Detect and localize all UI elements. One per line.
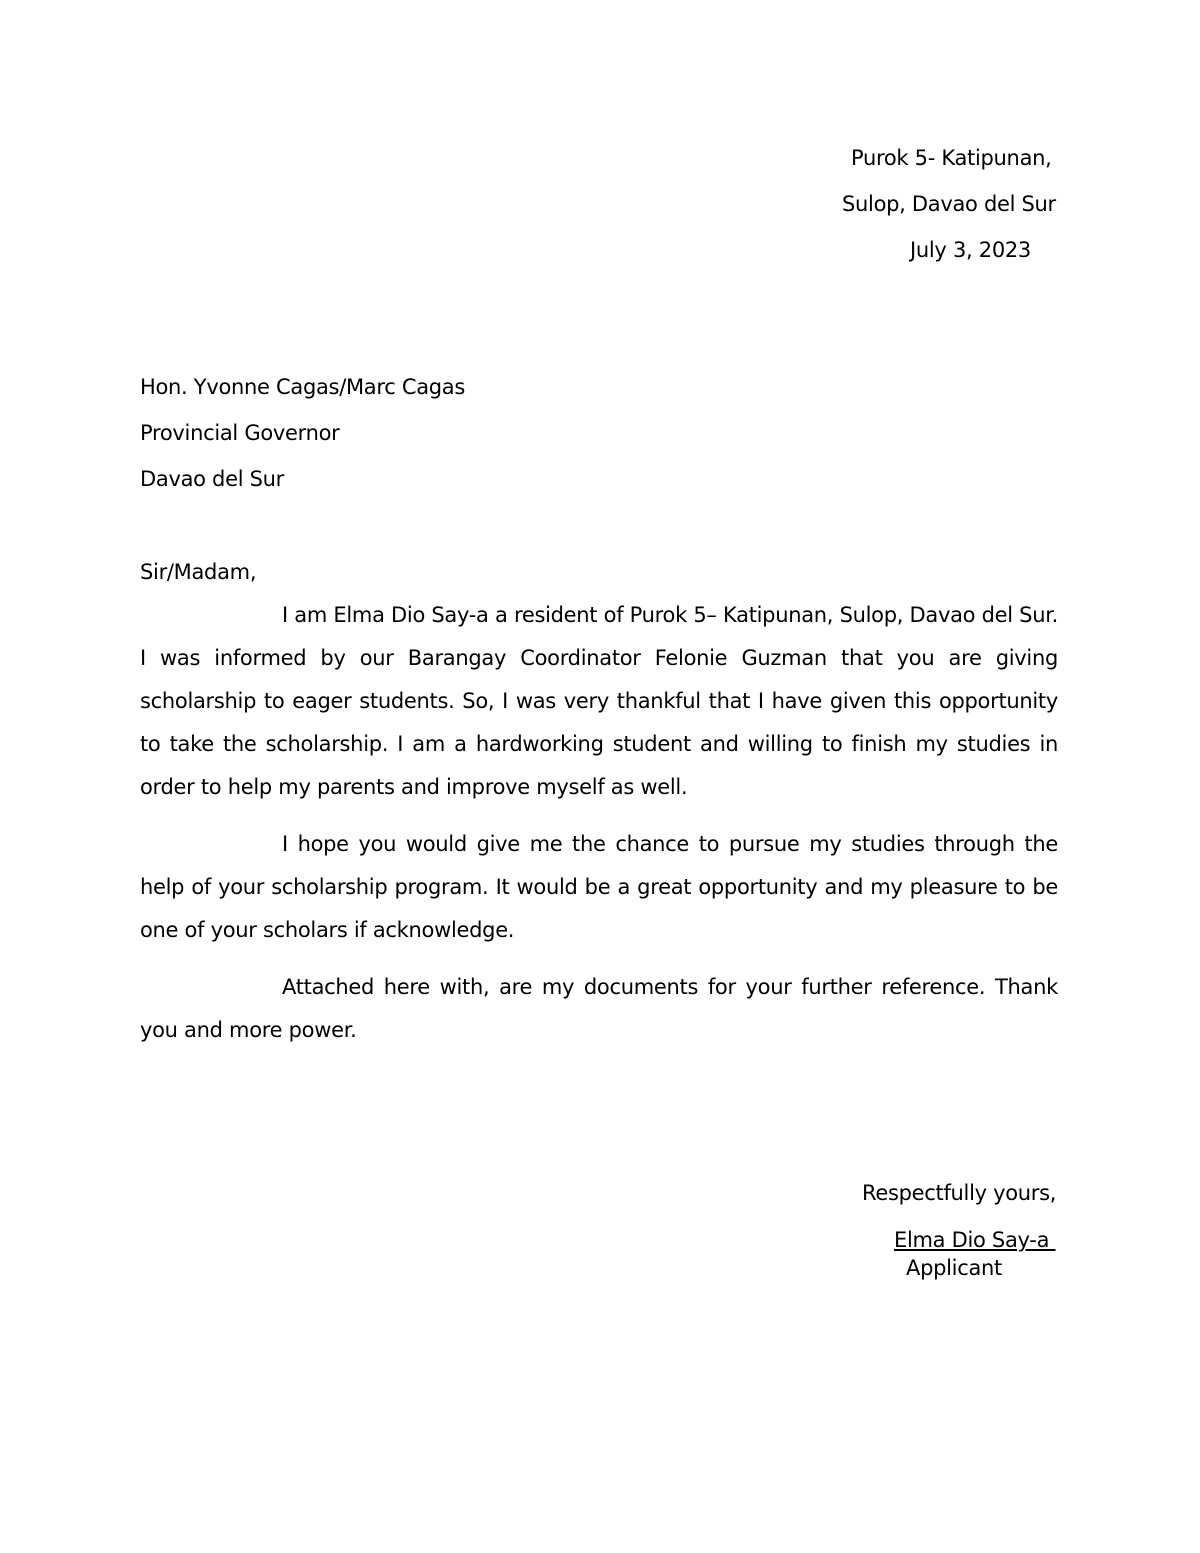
recipient-name: Hon. Yvonne Cagas/Marc Cagas [140, 375, 466, 399]
sender-address-line2: Sulop, Davao del Sur [842, 192, 1056, 216]
signer-role: Applicant [906, 1256, 1002, 1280]
letter-date: July 3, 2023 [910, 238, 1031, 262]
salutation: Sir/Madam, [140, 560, 257, 584]
recipient-location: Davao del Sur [140, 467, 284, 491]
body-paragraph-3: Attached here with, are my documents for your further reference. Thank you and more power. [140, 975, 1058, 1042]
closing-phrase: Respectfully yours, [862, 1181, 1057, 1205]
signer-name: Elma Dio Say-a [894, 1228, 1056, 1252]
recipient-title: Provincial Governor [140, 421, 340, 445]
body-paragraph-1: I am Elma Dio Say-a a resident of Purok 5– Katipunan, Sulop, Davao del Sur. I was informed by our Barangay Coordinator Felonie Guzman that you are giving scholarship to eager students. So, I was very thankful that I have given this opportunity to take the scholarship. I am a hardworking student and willing to finish my studies in order to help my parents and improve myself as well. [140, 603, 1058, 799]
sender-address-line1: Purok 5- Katipunan, [851, 146, 1052, 170]
body-paragraph-2: I hope you would give me the chance to pursue my studies through the help of your scholarship program. It would be a great opportunity and my pleasure to be one of your scholars if acknowledge. [140, 832, 1058, 942]
